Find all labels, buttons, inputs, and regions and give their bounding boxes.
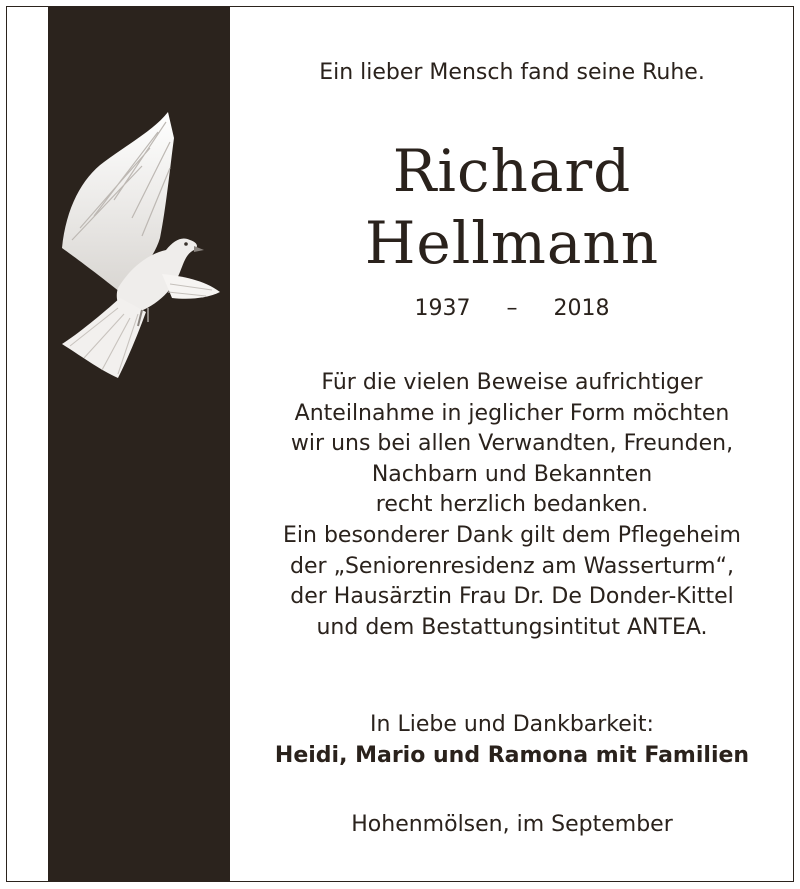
thanks-message bbox=[230, 368, 794, 643]
intro-line: Ein lieber Mensch fand seine Ruhe. bbox=[319, 60, 705, 85]
message-line: Für die vielen Beweise aufrichtiger bbox=[321, 370, 703, 395]
dove-icon bbox=[58, 108, 230, 380]
message-line: recht herzlich bedanken. bbox=[375, 492, 649, 518]
message-line: wir uns bei allen Verwandten, Freunden, bbox=[290, 431, 734, 457]
message-line: Nachbarn und Bekannten bbox=[371, 461, 653, 487]
life-dates bbox=[230, 294, 794, 324]
closing-block bbox=[230, 709, 794, 771]
message-line: Ein besonderer Dank gilt dem Pflegeheim bbox=[283, 522, 741, 548]
message-line: der Hausärztin Frau Dr. De Donder-Kittel bbox=[290, 584, 734, 610]
message-line: und dem Bestattungsintitut ANTEA. bbox=[316, 614, 708, 640]
signers: Heidi, Mario und Ramona mit Familien bbox=[274, 743, 750, 768]
message-line: Anteilnahme in jeglicher Form möchten bbox=[294, 400, 730, 426]
message-line: der „Seniorenresidenz am Wasserturm“, bbox=[290, 553, 734, 579]
closing-line: In Liebe und Dankbarkeit: bbox=[370, 712, 654, 737]
place-and-date: Hohenmölsen, im September bbox=[351, 812, 673, 837]
last-name: Hellmann bbox=[364, 209, 660, 277]
death-year: 2018 bbox=[553, 296, 610, 321]
birth-year: 1937 bbox=[414, 296, 471, 321]
first-name: Richard bbox=[392, 137, 632, 205]
date-dash: – bbox=[506, 296, 518, 321]
notice-content bbox=[230, 6, 794, 882]
